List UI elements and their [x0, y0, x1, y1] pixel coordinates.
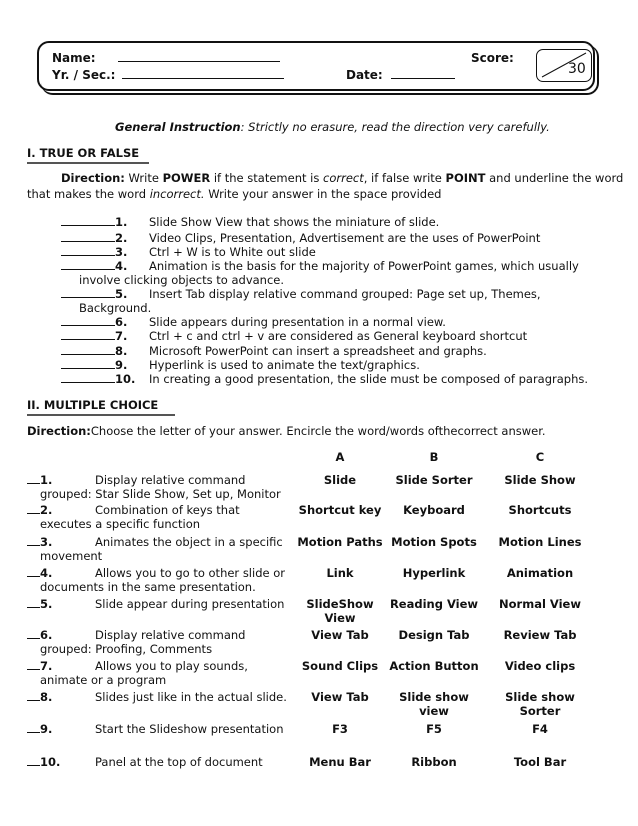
part2-title-underline: [27, 414, 175, 416]
general-instruction: [115, 120, 550, 134]
mc-item-stem: Display relative command: [95, 473, 246, 487]
tf-item: [61, 372, 147, 386]
item-number: 7.: [40, 659, 53, 673]
item-number: 10.: [115, 372, 136, 386]
item-statement-continued: involve clicking objects to advance.: [79, 273, 285, 287]
answer-blank[interactable]: [61, 329, 115, 340]
item-number: 1.: [115, 215, 128, 229]
item-number: 5.: [115, 287, 128, 301]
keyword-point: POINT: [445, 171, 486, 185]
direction-text: if the statement is: [210, 171, 323, 185]
answer-blank[interactable]: [27, 722, 40, 733]
option-b[interactable]: Slide show view: [399, 690, 469, 718]
part1-direction-line1: [61, 171, 623, 185]
mc-item-stem: Combination of keys that: [95, 503, 240, 517]
option-a[interactable]: Sound Clips: [301, 659, 379, 673]
option-b[interactable]: Ribbon: [411, 755, 457, 769]
item-number: 8.: [40, 690, 53, 704]
keyword-correct: correct: [323, 171, 364, 185]
item-number: 8.: [115, 344, 128, 358]
column-header-c: C: [535, 450, 545, 464]
section-field: [52, 68, 284, 82]
mc-item-stem-continued: grouped: Star Slide Show, Set up, Monitor: [40, 487, 281, 501]
answer-blank[interactable]: [61, 215, 115, 226]
mc-item-number: [27, 755, 60, 769]
option-a[interactable]: Motion Paths: [297, 535, 383, 549]
option-a[interactable]: Menu Bar: [309, 755, 371, 769]
header-box: [37, 41, 595, 91]
answer-blank[interactable]: [27, 755, 40, 766]
item-statement: Video Clips, Presentation, Advertisement are the uses of PowerPoint: [149, 231, 541, 245]
answer-blank[interactable]: [27, 659, 40, 670]
mc-item-stem: Panel at the top of document: [95, 755, 263, 769]
option-c[interactable]: Slide Show: [504, 473, 576, 487]
mc-item-number: [27, 473, 52, 487]
answer-blank[interactable]: [61, 372, 115, 383]
item-statement: Animation is the basis for the majority of PowerPoint games, which usually: [149, 259, 579, 273]
item-statement: Ctrl + c and ctrl + v are considered as General keyboard shortcut: [149, 329, 528, 343]
item-statement: Ctrl + W is to White out slide: [149, 245, 316, 259]
option-c[interactable]: Motion Lines: [498, 535, 582, 549]
option-b[interactable]: Hyperlink: [402, 566, 466, 580]
part1-title-underline: [27, 162, 149, 164]
mc-item-stem: Display relative command: [95, 628, 246, 642]
option-a[interactable]: F3: [332, 722, 348, 736]
name-blank[interactable]: [118, 51, 280, 62]
tf-item: [61, 231, 147, 245]
mc-item-stem: Start the Slideshow presentation: [95, 722, 284, 736]
option-a[interactable]: Shortcut key: [298, 503, 382, 517]
section-blank[interactable]: [122, 68, 284, 79]
item-number: 7.: [115, 329, 128, 343]
option-c[interactable]: Tool Bar: [513, 755, 567, 769]
score-total: 30: [568, 61, 586, 77]
answer-blank[interactable]: [27, 628, 40, 639]
mc-item-number: [27, 566, 52, 580]
item-statement: Microsoft PowerPoint can insert a spreadsheet and graphs.: [149, 344, 487, 358]
answer-blank[interactable]: [61, 245, 115, 256]
section-label: Yr. / Sec.:: [52, 68, 116, 82]
option-b[interactable]: Design Tab: [398, 628, 470, 642]
option-a[interactable]: View Tab: [311, 628, 369, 642]
direction-text: Write your answer in the space provided: [204, 187, 442, 201]
item-number: 5.: [40, 597, 53, 611]
answer-blank[interactable]: [61, 287, 115, 298]
tf-item: [61, 245, 147, 259]
mc-item-stem-continued: animate or a program: [40, 673, 167, 687]
direction-text: Write: [124, 171, 163, 185]
tf-item: [61, 315, 147, 329]
mc-item-stem-continued: grouped: Proofing, Comments: [40, 642, 213, 656]
mc-item-stem-continued: executes a specific function: [40, 517, 201, 531]
direction-label: Direction:: [27, 424, 91, 438]
date-label: Date:: [346, 68, 383, 82]
item-number: 2.: [115, 231, 128, 245]
item-statement: Slide Show View that shows the miniature of slide.: [149, 215, 440, 229]
option-c[interactable]: Shortcuts: [508, 503, 572, 517]
item-number: 9.: [40, 722, 53, 736]
general-instruction-text: : Strictly no erasure, read the direction very carefully.: [240, 120, 550, 134]
mc-item-stem-continued: movement: [40, 549, 103, 563]
item-number: 6.: [40, 628, 53, 642]
answer-blank[interactable]: [27, 535, 40, 546]
mc-item-number: [27, 597, 52, 611]
answer-blank[interactable]: [27, 690, 40, 701]
option-b[interactable]: Slide Sorter: [395, 473, 473, 487]
date-blank[interactable]: [391, 68, 455, 79]
answer-blank[interactable]: [27, 597, 40, 608]
answer-blank[interactable]: [61, 358, 115, 369]
tf-item: [61, 215, 147, 229]
option-b[interactable]: F5: [426, 722, 442, 736]
option-b[interactable]: Action Button: [389, 659, 479, 673]
direction-label: Direction:: [61, 171, 125, 185]
option-a[interactable]: Slide: [323, 473, 357, 487]
score-label: Score:: [471, 51, 514, 65]
mc-item-stem: Animates the object in a specific: [95, 535, 283, 549]
mc-item-stem-continued: documents in the same presentation.: [40, 580, 256, 594]
item-number: 3.: [40, 535, 53, 549]
option-a[interactable]: Link: [326, 566, 354, 580]
mc-item-stem: Slides just like in the actual slide.: [95, 690, 287, 704]
option-a[interactable]: View Tab: [311, 690, 369, 704]
option-b[interactable]: Reading View: [389, 597, 479, 611]
option-c[interactable]: Review Tab: [503, 628, 577, 642]
option-a[interactable]: SlideShow View: [306, 597, 374, 625]
mc-item-stem: Allows you to play sounds,: [95, 659, 248, 673]
mc-item-number: [27, 690, 52, 704]
column-header-a: A: [335, 450, 345, 464]
keyword-incorrect: incorrect.: [149, 187, 205, 201]
answer-blank[interactable]: [27, 473, 40, 484]
item-number: 2.: [40, 503, 53, 517]
mc-item-number: [27, 503, 52, 517]
answer-blank[interactable]: [61, 231, 115, 242]
tf-item: [61, 287, 147, 301]
item-number: 10.: [40, 755, 61, 769]
date-field: [346, 68, 455, 82]
tf-item: [61, 259, 147, 273]
part2-direction: [27, 424, 546, 438]
item-statement: Slide appears during presentation in a normal view.: [149, 315, 446, 329]
mc-item-number: [27, 535, 52, 549]
item-statement-continued: Background.: [79, 301, 152, 315]
answer-blank[interactable]: [27, 566, 40, 577]
mc-item-number: [27, 722, 52, 736]
name-field: [52, 51, 280, 65]
mc-item-number: [27, 628, 52, 642]
option-c[interactable]: F4: [532, 722, 548, 736]
item-number: 6.: [115, 315, 128, 329]
direction-text: , if false write: [363, 171, 446, 185]
answer-blank[interactable]: [61, 259, 115, 270]
item-statement: In creating a good presentation, the slide must be composed of paragraphs.: [149, 372, 589, 386]
tf-item: [61, 358, 147, 372]
tf-item: [61, 344, 147, 358]
item-number: 1.: [40, 473, 53, 487]
option-c[interactable]: Slide show Sorter: [505, 690, 575, 718]
item-number: 3.: [115, 245, 128, 259]
part1-title: I. TRUE OR FALSE: [27, 146, 140, 160]
part2-title: II. MULTIPLE CHOICE: [27, 398, 159, 412]
name-label: Name:: [52, 51, 96, 65]
part1-direction-line2: [27, 187, 442, 201]
answer-blank[interactable]: [61, 315, 115, 326]
item-number: 9.: [115, 358, 128, 372]
option-c[interactable]: Normal View: [499, 597, 581, 611]
mc-item-stem: Slide appear during presentation: [95, 597, 285, 611]
answer-blank[interactable]: [27, 503, 40, 514]
item-number: 4.: [115, 259, 128, 273]
general-instruction-label: General Instruction: [115, 120, 241, 134]
direction-text: that makes the word: [27, 187, 150, 201]
option-c[interactable]: Animation: [506, 566, 574, 580]
item-statement: Hyperlink is used to animate the text/graphics.: [149, 358, 420, 372]
direction-text: and underline the word: [485, 171, 624, 185]
option-b[interactable]: Keyboard: [403, 503, 465, 517]
item-statement: Insert Tab display relative command grouped: Page set up, Themes,: [149, 287, 541, 301]
answer-blank[interactable]: [61, 344, 115, 355]
option-b[interactable]: Motion Spots: [391, 535, 477, 549]
mc-item-number: [27, 659, 52, 673]
item-number: 4.: [40, 566, 53, 580]
keyword-power: POWER: [162, 171, 211, 185]
column-header-b: B: [429, 450, 439, 464]
tf-item: [61, 329, 147, 343]
mc-item-stem: Allows you to go to other slide or: [95, 566, 285, 580]
direction-text: Choose the letter of your answer. Encircle the word/words ofthecorrect answer.: [90, 424, 546, 438]
option-c[interactable]: Video clips: [504, 659, 576, 673]
